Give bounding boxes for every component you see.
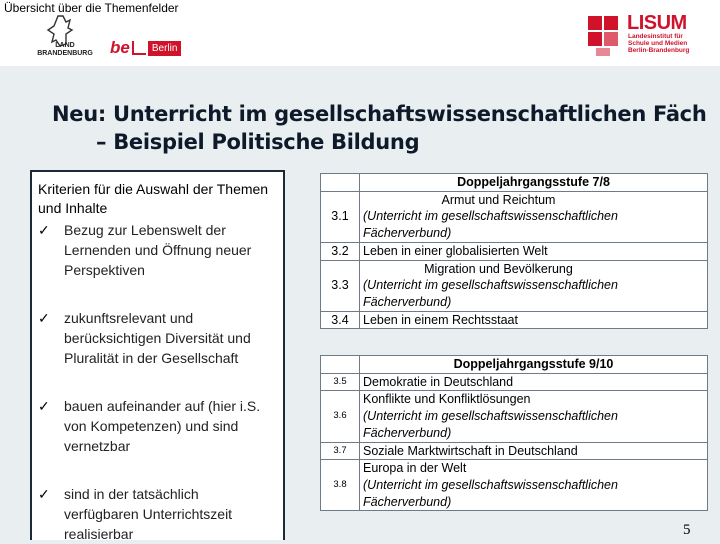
topic-cell: Leben in einem Rechtsstaat [360,311,708,329]
table-row [321,391,708,442]
checkmark-icon: ✓ [38,222,50,238]
table-heading: Doppeljahrgangsstufe 9/10 [360,356,708,374]
topic-cell: Demokratie in Deutschland [360,373,708,391]
topic-number: 3.6 [321,391,360,442]
topic-number: 3.5 [321,373,360,391]
topic-number: 3.2 [321,242,360,260]
table-row [321,260,708,311]
table-row [321,191,708,242]
criteria-item: ✓ Bezug zur Lebenswelt der Lernenden und Öffnung neuer Perspektiven [38,222,252,278]
criteria-item: ✓ zukunftsrelevant und berücksichtigen Diversität und Pluralität in der Gesellschaft [38,310,251,366]
table-row [321,356,708,374]
checkmark-icon: ✓ [38,398,50,414]
table-row [321,311,708,329]
slide-title [52,100,707,156]
criteria-item: ✓ bauen aufeinander auf (hier i.S. von Kompetenzen) und sind vernetzbar [38,398,261,454]
criteria-item: ✓ sind in der tatsächlich verfügbaren Unterrichtszeit realisierbar [38,486,233,542]
slide-header [0,0,720,66]
lisum-name: LISUM [627,12,687,34]
topic-cell: Soziale Marktwirtschaft in Deutschland [360,442,708,460]
topics-table-9-10 [320,355,708,511]
topic-cell: Konflikte und Konfliktlösungen (Unterricht im gesellschaftswissenschaftlichen Fächerverbund) [360,391,708,442]
table-row [321,460,708,511]
topic-number: 3.4 [321,311,360,329]
topic-number: 3.8 [321,460,360,511]
table-row [321,242,708,260]
title-line-2: – Beispiel Politische Bildung [96,130,420,154]
berlin-word: Berlin [148,41,182,56]
checkmark-icon: ✓ [38,310,50,326]
table-row [321,373,708,391]
criteria-heading: Kriterien für die Auswahl der Themen und Inhalte [38,181,269,216]
table-heading: Doppeljahrgangsstufe 7/8 [360,174,708,192]
topic-cell: Leben in einer globalisierten Welt [360,242,708,260]
page-number: 5 [683,522,691,538]
lisum-subtitle: Landesinstitut für Schule und Medien Berlin-Brandenburg [628,33,690,54]
berlin-logo [110,38,181,58]
topic-number: 3.3 [321,260,360,311]
topic-cell: Armut und Reichtum (Unterricht im gesellschaftswissenschaftlichen Fächerverbund) [360,191,708,242]
topics-table-7-8 [320,173,708,329]
topic-cell: Europa in der Welt (Unterricht im gesellschaftswissenschaftlichen Fächerverbund) [360,460,708,511]
table-row [321,442,708,460]
brandenburg-logo-text: LAND BRANDENBURG [37,42,93,57]
section-label: Übersicht über die Themenfelder [4,1,179,15]
table-row [321,174,708,192]
criteria-box [30,170,285,540]
berlin-be-mark: be [110,38,130,57]
topic-cell: Migration und Bevölkerung (Unterricht im gesellschaftswissenschaftlichen Fächerverbund) [360,260,708,311]
berlin-bars-icon [132,41,146,55]
title-line-1: Neu: Unterricht im gesellschaftswissenschaftlichen Fäch [52,102,707,126]
checkmark-icon: ✓ [38,486,50,502]
topic-number: 3.7 [321,442,360,460]
topic-number: 3.1 [321,191,360,242]
